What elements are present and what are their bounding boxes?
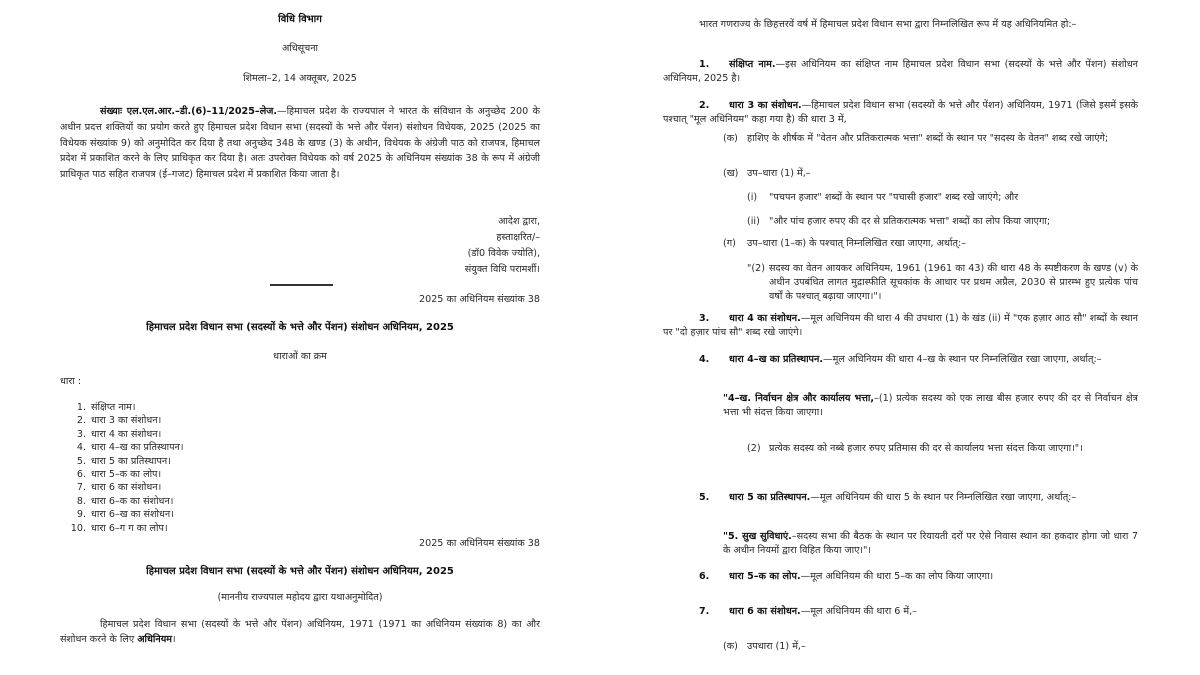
section-item: 8. धारा 6–क का संशोधन।	[76, 495, 174, 507]
section-2: 2. धारा 3 का संशोधन.—हिमाचल प्रदेश विधान सभा (सदस्यों के भत्ते और पेंशन) अधिनियम, 1971 (जिसे इसमें इसके पश्चात् "मूल अधिनियम" कहा गया है) की धारा 3 में,	[663, 100, 1138, 125]
section-3: 3. धारा 4 का संशोधन.—मूल अधिनियम की धारा 4 की उपधारा (1) के खंड (ii) में "एक हज़ार आठ सौ" शब्दों के स्थान पर "दो हज़ार पांच सौ" शब्द रखे जाएंगे।	[663, 313, 1138, 338]
section-4-inserted-4kha: "4–ख. निर्वाचन क्षेत्र और कार्यालय भत्ता,–(1) प्रत्येक सदस्य को एक लाख बीस हजार रुपए की दर से निर्वाचन क्षेत्र भत्ता भी संदत्त किया जाएगा।	[723, 393, 1138, 418]
separator-rule	[270, 284, 333, 286]
section-5-inserted-heading: "5. सुख सुविधाएं.	[723, 531, 792, 542]
notice-number: संख्याः एल.एल.आर.–डी.(6)–11/2025–लेज.	[100, 106, 277, 117]
signature-line-name: (डॉ0 विवेक ज्योति),	[467, 248, 540, 259]
section-5: 5. धारा 5 का प्रतिस्थापन.—मूल अधिनियम की धारा 5 के स्थान पर निम्नलिखित रखा जाएगा, अर्थात्:–	[699, 492, 1077, 503]
sections-list	[68, 402, 184, 536]
section-1-heading: संक्षिप्त नाम.	[729, 59, 776, 70]
section-item: 1. संक्षिप्त नाम।	[76, 402, 136, 413]
signature-line-signed: हस्ताक्षरित/–	[496, 232, 540, 243]
notice-body: —हिमाचल प्रदेश के राज्यपाल ने भारत के संविधान के अनुच्छेद 200 के अधीन प्रदत्त शक्तियों का प्रयोग करते हुए हिमाचल प्रदेश विधान सभा (सदस्यों के भत्ते और पेंशन) संशोधन विधेयक, 2025 (2025 का विधेयक संख्यांक 9) को अनुमोदित कर दिया है तथा अनुच्छेद 348 के खण्ड (3) के अधीन, विधेयक के अंग्रेजी पाठ को राजपत्र, हिमाचल प्रदेश में प्रकाशित करने के लिए प्राधिकृत कर दिया है। अतः उपरोक्त विधेयक को वर्ष 2025 के अधिनियम संख्यांक 38 के रूप में अंग्रेजी प्राधिकृत पाठ सहित राजपत्र (ई–गजट) हिमाचल प्रदेश में प्रकाशित किया जाता है।	[60, 106, 540, 181]
section-item: 2. धारा 3 का संशोधन।	[76, 415, 162, 427]
section-1: 1. संक्षिप्त नाम.—इस अधिनियम का संक्षिप्त नाम हिमाचल प्रदेश विधान सभा (सदस्यों के भत्ते और पेंशन) संशोधन अधिनियम, 2025 है।	[663, 59, 1138, 84]
department-title: विधि विभाग	[278, 14, 322, 25]
preamble: हिमाचल प्रदेश विधान सभा (सदस्यों के भत्ते और पेंशन) अधिनियम, 1971 (1971 का अधिनियम संख्यांक 8) का और संशोधन करने के लिए अधिनियम।	[60, 619, 540, 645]
enactment-formula: भारत गणराज्य के छिहत्तरवें वर्ष में हिमाचल प्रदेश विधान सभा द्वारा निम्नलिखित रूप में यह अधिनियमित हो:–	[699, 19, 1077, 30]
assent-note: (माननीय राज्यपाल महोदय द्वारा यथाअनुमोदित)	[217, 592, 383, 603]
act-title-2: हिमाचल प्रदेश विधान सभा (सदस्यों के भत्ते और पेंशन) संशोधन अधिनियम, 2025	[146, 566, 454, 577]
section-item: 9. धारा 6–ख का संशोधन।	[76, 509, 174, 521]
section-4kha-subsection-2: (2) प्रत्येक सदस्य को नब्बे हजार रुपए प्रतिमास की दर से कार्यालय भत्ता संदत्त किया जाएगा।"।	[747, 443, 1083, 454]
section-2-heading: धारा 3 का संशोधन.	[729, 100, 802, 111]
section-item: 7. धारा 6 का संशोधन।	[76, 482, 162, 494]
section-7-clause-ka: (क) उपधारा (1) में,–	[723, 641, 806, 652]
section-7-heading: धारा 6 का संशोधन.	[729, 606, 801, 617]
notice-paragraph	[60, 104, 540, 183]
section-item: 4. धारा 4–ख का प्रतिस्थापन।	[76, 442, 184, 454]
signature-block	[60, 214, 540, 278]
signature-line-order: आदेश द्वारा,	[498, 216, 540, 227]
section-2-subclause-ii: (ii) "और पांच हजार रुपए की दर से प्रतिकरात्मक भत्ता" शब्दों का लोप किया जाएगा;	[747, 216, 1051, 227]
section-item: 3. धारा 4 का संशोधन।	[76, 428, 162, 440]
section-4: 4. धारा 4–ख का प्रतिस्थापन.—मूल अधिनियम की धारा 4–ख के स्थान पर निम्नलिखित रखा जाएगा, अर्थात्:–	[699, 354, 1102, 365]
notification-title: अधिसूचना	[281, 43, 319, 54]
act-number-2: 2025 का अधिनियम संख्यांक 38	[418, 538, 540, 549]
section-3-heading: धारा 4 का संशोधन.	[729, 313, 801, 324]
section-2-inserted-text: "(2) सदस्य का वेतन आयकर अधिनियम, 1961 (1961 का 43) की धारा 48 के स्पष्टीकरण के खण्ड (v) के अधीन उपबंधित लागत मुद्रास्फीति सूचकांक के आधार पर प्रथम अप्रैल, 2030 से प्रारम्भ हुए प्रत्येक पांच वर्षों के पश्चात् बढ़ाया जाएगा।"।	[747, 263, 1138, 302]
place-date: शिमला–2, 14 अक्तूबर, 2025	[243, 73, 357, 84]
section-6: 6. धारा 5–क का लोप.—मूल अधिनियम की धारा 5–क का लोप किया जाएगा।	[699, 571, 994, 582]
section-5-inserted: "5. सुख सुविधाएं.–सदस्य सभा की बैठक के स्थान पर रियायती दरों पर ऐसे निवास स्थान का हकदार होगा जो धारा 7 के अधीन नियमों द्वारा विहित किया जाए।"।	[723, 531, 1138, 556]
act-title-1: हिमाचल प्रदेश विधान सभा (सदस्यों के भत्ते और पेंशन) संशोधन अधिनियम, 2025	[146, 322, 454, 333]
section-2-clause-kha: (ख) उप–धारा (1) में,–	[723, 168, 811, 179]
section-item: 5. धारा 5 का प्रतिस्थापन।	[76, 455, 171, 467]
section-6-heading: धारा 5–क का लोप.	[729, 571, 801, 582]
section-4-heading: धारा 4–ख का प्रतिस्थापन.	[729, 354, 823, 365]
section-2-subclause-i: (i) "पचपन हजार" शब्दों के स्थान पर "पचासी हजार" शब्द रखे जाएंगे; और	[747, 192, 1019, 203]
section-4kha-heading: "4–ख. निर्वाचन क्षेत्र और कार्यालय भत्ता,	[723, 393, 875, 404]
arrangement-heading: धाराओं का क्रम	[273, 351, 327, 362]
act-number-1: 2025 का अधिनियम संख्यांक 38	[418, 294, 540, 305]
signature-line-designation: संयुक्त विधि परामर्शी।	[464, 264, 540, 275]
section-item: 6. धारा 5–क का लोप।	[76, 468, 162, 480]
section-item: 10. धारा 6–ग ग का लोप।	[70, 522, 168, 534]
section-5-heading: धारा 5 का प्रतिस्थापन.	[729, 492, 811, 503]
section-7: 7. धारा 6 का संशोधन.—मूल अधिनियम की धारा 6 में,–	[699, 606, 917, 617]
preamble-bold: अधिनियम	[137, 634, 173, 645]
section-2-clause-ga: (ग) उप–धारा (1–क) के पश्चात् निम्नलिखित रखा जाएगा, अर्थात्:–	[723, 238, 967, 249]
section-label: धारा :	[60, 376, 82, 387]
section-2-clause-ka: (क) हाशिए के शीर्षक में "वेतन और प्रतिकरात्मक भत्ता" शब्दों के स्थान पर "सदस्य के वेतन" शब्द रखे जाएंगे;	[723, 133, 1109, 144]
